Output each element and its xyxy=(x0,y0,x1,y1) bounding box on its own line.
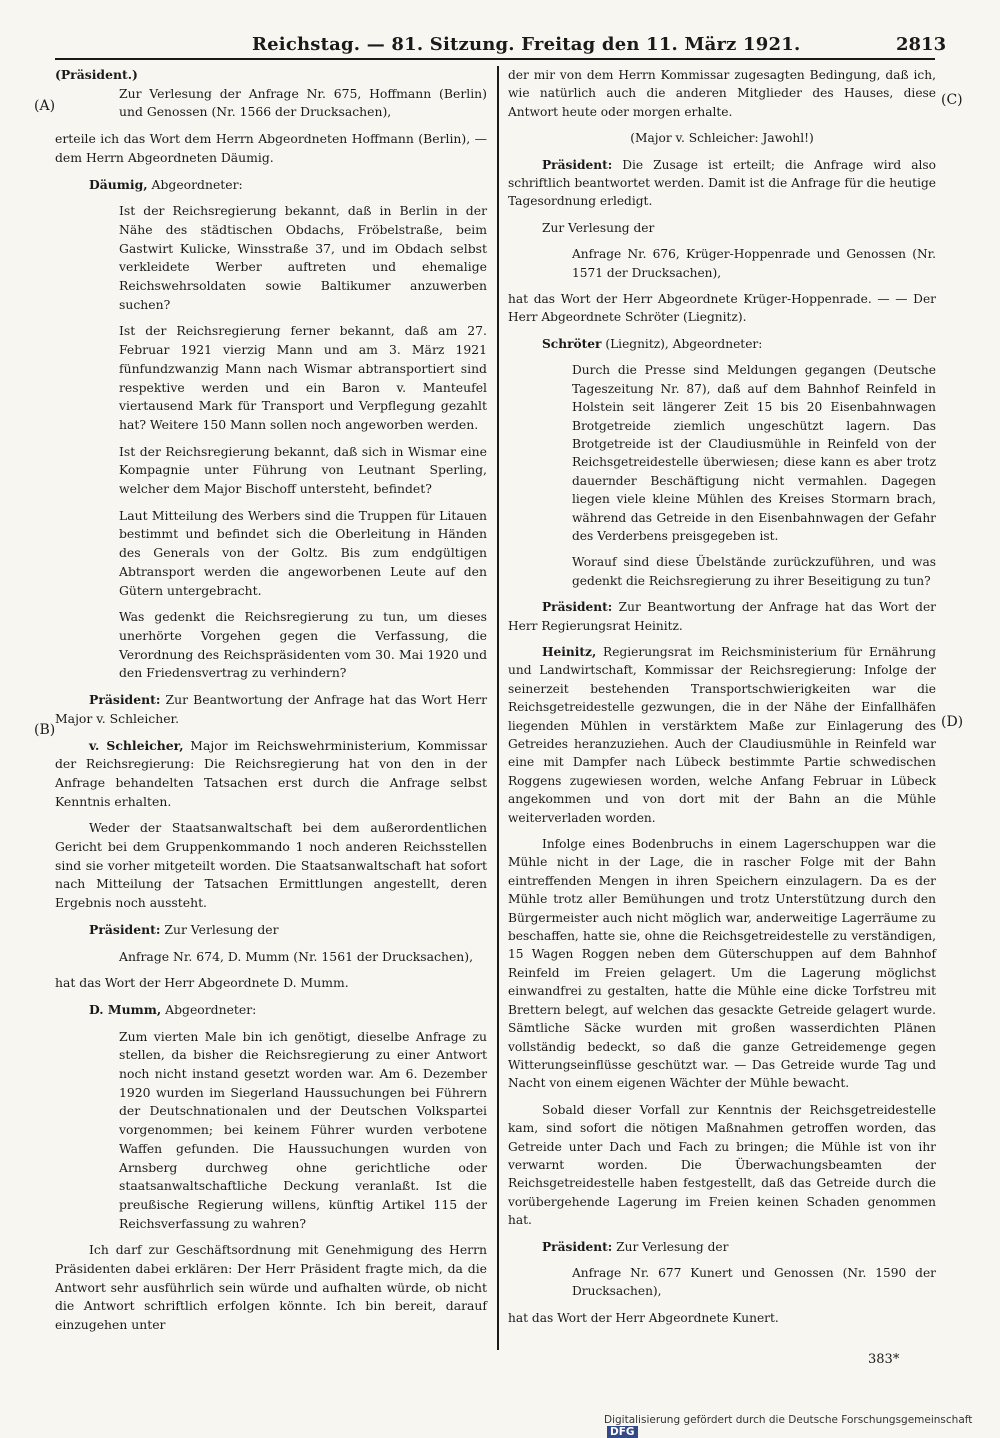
dfg-note xyxy=(604,1414,1000,1438)
margin-mark-c: (C) xyxy=(941,92,963,108)
paragraph: Weder der Staatsanwaltschaft bei dem außerordentlichen Gericht bei dem Gruppenkommando 1 noch anderen Reichsstellen sind sie vorher mitgeteilt worden. Die Staatsanwaltschaft hat sofort nach Mitteilung der Tatsachen Ermittlungen angestellt, deren Ergebnis noch aussteht. xyxy=(55,820,487,911)
speaker-text: Die Zusage ist erteilt; die Anfrage wird also schriftlich beantwortet werden. Damit ist die Anfrage für die heutige Tagesordnung erledigt. xyxy=(508,157,936,209)
margin-mark-a: (A) xyxy=(34,98,56,114)
speaker-paragraph xyxy=(508,598,936,635)
paragraph: Sobald dieser Vorfall zur Kenntnis der Reichsgetreidestelle kam, sind sofort die nötigen Maßnahmen getroffen worden, das Getreide unter Dach und Fach zu bringen; die Mühle ist von ihr verwarnt worden. Die Überwachungsbeamten der Reichsgetreidestelle haben festgestellt, daß das Getreide durch die vorübergehende Lagerung im Freien keinen Schaden genommen hat. xyxy=(508,1102,936,1228)
speaker-text: Major im Reichswehrministerium, Kommissar der Reichsregierung: Die Reichsregierung hat von den in der Anfrage behandelten Tatsachen erst durch die Anfrage selbst Kenntnis erhalten. xyxy=(55,737,488,809)
paragraph: Infolge eines Bodenbruchs in einem Lagerschuppen war die Mühle nicht in der Lage, die in rascher Folge mit der Bahn eintreffenden Mengen in ihren Speichern einzulagern. Da es der Mühle trotz aller Bemühungen und trotz Unterstützung durch den Bürgermeister auch nicht möglich war, anderweitige Lagerräume zu beschaffen, hatte sie, ohne die Reichsgetreidestelle zu verständigen, 15 Wagen Roggen neben dem Güterschuppen auf dem Bahnhof Reinfeld im Freien gelagert. Um die Lagerung möglichst einwandfrei zu gestalten, hatte die Mühle eine dicke Torfstreu mit Brettern belegt, auf welchen das gesackte Getreide gelagert wurde. Sämtliche Säcke wurden mit großen wasserdichten Plänen vollständig bedeckt, so daß die ganze Getreidemenge gegen Witterungseinflüsse geschützt war. — Das Getreide wurde Tag und Nacht von einem eigenen Wächter der Mühle bewacht. xyxy=(508,837,936,1091)
signature-mark: 383* xyxy=(868,1352,900,1367)
column-divider xyxy=(497,66,499,1350)
inquiry-text: Durch die Presse sind Meldungen gegangen (Deutsche Tageszeitung Nr. 87), daß auf dem Bahnhof Reinfeld in Holstein seit längerer Zeit 15 bis 20 Eisenbahnwagen Brotgetreide ziemlich ungeschützt lagern. Das Brotgetreide ist der Claudiusmühle in Reinfeld von der Reichsgetreidestelle überwiesen; diese kann es aber trotz dauernder Beschäftigung nicht vermahlen. Dagegen liegen viele kleine Mühlen des Kreises Stormarn brach, während das Getreide in den Eisenbahnwagen der Gefahr des Verderbens preisgegeben ist. xyxy=(572,363,936,543)
speaker-name: Heinitz, xyxy=(542,644,597,659)
dfg-logo: DFG xyxy=(607,1426,638,1438)
speaker-name: Präsident: xyxy=(542,1239,613,1254)
interjection: (Major v. Schleicher: Jawohl!) xyxy=(630,131,814,146)
inquiry-text: Zur Verlesung der Anfrage Nr. 675, Hoffmann (Berlin) und Genossen (Nr. 1566 der Drucksachen), xyxy=(119,85,487,120)
inquiry-text: Ist der Reichsregierung bekannt, daß in Berlin in der Nähe des städtischen Obdachs, Fröbelstraße, beim Gastwirt Kulicke, Winsstraße 37, und im Obdach selbst verkleidete Werber auftreten und ehemalige Reichswehrsoldaten sowie Baltikumer anzuwerben suchen? xyxy=(119,203,487,312)
speaker-name: Schröter xyxy=(542,336,602,351)
dfg-note-text: Digitalisierung gefördert durch die Deutsche Forschungsgemeinschaft xyxy=(604,1414,973,1426)
speaker-name: Präsident: xyxy=(89,692,161,708)
inquiry-text: Worauf sind diese Übelstände zurückzuführen, und was gedenkt die Reichsregierung zu ihrer Beseitigung zu tun? xyxy=(572,555,936,588)
speaker-name: v. Schleicher, xyxy=(89,737,184,753)
speaker-paragraph xyxy=(508,156,936,211)
header-rule xyxy=(55,58,935,60)
paragraph: hat das Wort der Herr Abgeordnete Kunert. xyxy=(508,1310,779,1325)
margin-mark-d: (D) xyxy=(941,714,964,730)
speaker-text: Zur Beantwortung der Anfrage hat das Wort Herr Major v. Schleicher. xyxy=(55,692,487,726)
left-column xyxy=(55,66,487,1343)
speaker-text: Zur Verlesung der xyxy=(160,921,279,937)
speaker-text: Abgeordneter: xyxy=(161,1001,257,1017)
speaker-text: Zur Beantwortung der Anfrage hat das Wort der Herr Regierungsrat Heinitz. xyxy=(508,600,936,633)
paragraph: Ich darf zur Geschäftsordnung mit Genehmigung des Herrn Präsidenten dabei erklären: Der Herr Präsident fragte mich, da die Antwort sehr ausführlich sein würde und aufhalten würde, ob nicht die Antwort schriftlich erfolgen könnte. Ich bin bereit, darauf einzugehen unter xyxy=(55,1242,487,1333)
paragraph: hat das Wort der Herr Abgeordnete Krüger-Hoppenrade. — — Der Herr Abgeordnete Schröter (Liegnitz). xyxy=(508,292,936,325)
speaker-text: Regierungsrat im Reichsministerium für Ernährung und Landwirtschaft, Kommissar der Reichsregierung: Infolge der seinerzeit bestehenden Transportschwierigkeiten war die Reichsgetreidestelle gezwungen, die in der Nähe der Einfallhäfen liegenden Mühlen in verstärktem Maße zur Einlagerung des Getreides heranzuziehen. Auch der Claudiusmühle in Reinfeld war eine mit Dampfer nach Lübeck bestimmte Partie schwedischen Roggens zugewiesen worden, welche Anfang Februar in Lübeck angekommen und von dort mit der Bahn an die Mühle weiterverladen worden. xyxy=(508,644,936,825)
inquiry-text: Zum vierten Male bin ich genötigt, dieselbe Anfrage zu stellen, da bisher die Reichsregierung zu einer Antwort noch nicht instand gesetzt worden war. Am 6. Dezember 1920 wurden im Siegerland Haussuchungen bei Führern der Deutschnationalen und der Deutschen Volkspartei vorgenommen; bei keinem Führer wurden verbotene Waffen gefunden. Die Haussuchungen wurden von Arnsberg durchweg ohne gerichtliche oder staatsanwaltschaftliche Deckung veranlaßt. Ist die preußische Regierung willens, künftig Artikel 115 der Reichsverfassung zu wahren? xyxy=(119,1028,487,1231)
margin-mark-b: (B) xyxy=(34,722,56,738)
page-header xyxy=(0,0,1000,58)
speaker-name: Däumig, xyxy=(89,176,148,192)
speaker-paragraph xyxy=(508,643,936,827)
speaker-paragraph xyxy=(55,921,487,940)
speaker-text: Zur Verlesung der xyxy=(612,1239,729,1254)
inquiry-text: Anfrage Nr. 676, Krüger-Hoppenrade und Genossen (Nr. 1571 der Drucksachen), xyxy=(572,247,936,280)
speaker-name: Präsident: xyxy=(542,600,613,615)
inquiry-text: Ist der Reichsregierung bekannt, daß sich in Wismar eine Kompagnie unter Führung von Leutnant Sperling, welcher dem Major Bischoff untersteht, befindet? xyxy=(119,443,487,497)
speaker-paragraph xyxy=(508,335,936,353)
inquiry-text: Anfrage Nr. 674, D. Mumm (Nr. 1561 der Drucksachen), xyxy=(119,948,474,964)
speaker-name: Präsident: xyxy=(542,157,613,172)
speaker-text: (Liegnitz), Abgeordneter: xyxy=(601,336,763,351)
speaker-paragraph xyxy=(55,691,487,728)
right-column xyxy=(508,66,936,1335)
speaker-paragraph xyxy=(55,176,487,195)
running-title: Reichstag. — 81. Sitzung. Freitag den 11. März 1921. xyxy=(252,34,801,55)
speaker-name: Präsident: xyxy=(89,921,161,937)
page-number: 2813 xyxy=(896,34,947,55)
speaker-continuation: (Präsident.) xyxy=(55,67,138,82)
inquiry-text: Ist der Reichsregierung ferner bekannt, daß am 27. Februar 1921 vierzig Mann und am 3. März 1921 fünfundzwanzig Mann nach Wismar abtransportiert sind respektive werden und ein Baron v. Manteufel viertausend Mark für Transport und Verpflegung gezahlt hat? Weitere 150 Mann sollen noch angeworben werden. xyxy=(119,323,487,432)
speaker-paragraph xyxy=(55,1001,487,1020)
paragraph: hat das Wort der Herr Abgeordnete D. Mumm. xyxy=(55,975,349,991)
inquiry-text: Was gedenkt die Reichsregierung zu tun, um dieses unerhörte Vorgehen gegen die Verfassung, die Verordnung des Reichspräsidenten vom 30. Mai 1920 und den Friedensvertrag zu verhindern? xyxy=(119,609,487,681)
speaker-paragraph xyxy=(508,1238,936,1256)
speaker-name: D. Mumm, xyxy=(89,1001,162,1017)
paragraph: der mir von dem Herrn Kommissar zugesagten Bedingung, daß ich, wie natürlich auch die anderen Mitglieder des Hauses, diese Antwort heute oder morgen erhalte. xyxy=(508,68,936,119)
inquiry-text: Laut Mitteilung des Werbers sind die Truppen für Litauen bestimmt und befindet sich die Oberleitung in Händen des Generals von der Goltz. Bis zum endgültigen Abtransport werden die angeworbenen Leute auf den Gütern untergebracht. xyxy=(119,507,487,598)
speaker-text: Abgeordneter: xyxy=(147,176,243,192)
speaker-paragraph xyxy=(55,737,487,812)
inquiry-text: Anfrage Nr. 677 Kunert und Genossen (Nr. 1590 der Drucksachen), xyxy=(572,1265,936,1299)
paragraph: Zur Verlesung der xyxy=(542,220,655,235)
paragraph: erteile ich das Wort dem Herrn Abgeordneten Hoffmann (Berlin), — dem Herrn Abgeordneten Däumig. xyxy=(55,131,487,165)
